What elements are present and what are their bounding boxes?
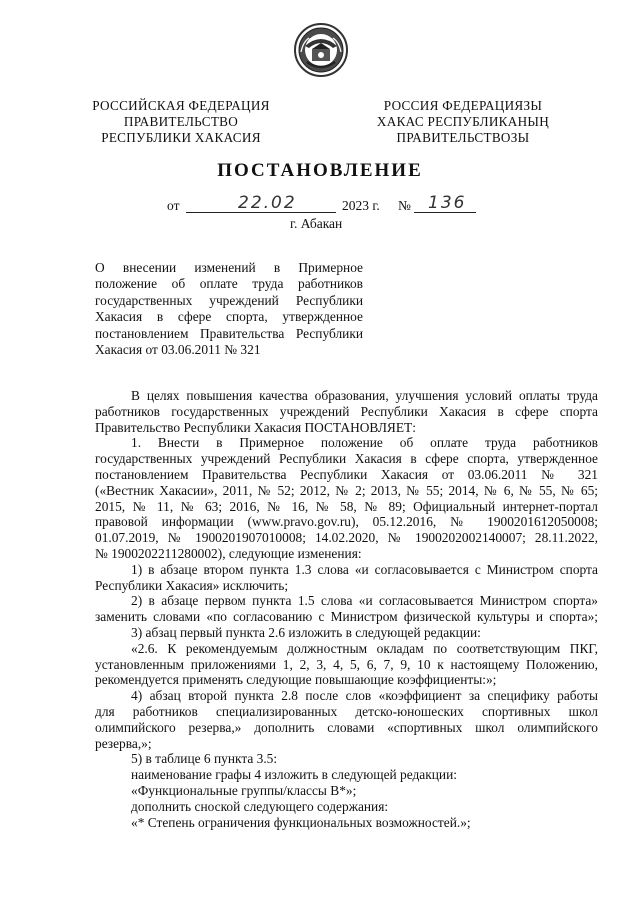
issuer-line: ХАКАС РЕСПУБЛИКАНЫҢ — [376, 114, 550, 129]
subject-line: положение об оплате труда работников — [95, 276, 363, 292]
coat-of-arms-icon — [293, 22, 349, 78]
body-line: «2.6. К рекомендуемым должностным окладам по соответствующим ПКГ, — [131, 640, 598, 656]
body-line: («Вестник Хакасии», 2011, № 52; 2012, № 2; 2013, № 55; 2014, № 6, № 55, № 65; — [95, 482, 598, 498]
body-line: работников государственных учреждений Республики Хакасия в сфере спорта — [95, 403, 598, 419]
body-line: установленным приложениями 1, 2, 3, 4, 5, 6, 7, 9, 10 к настоящему Положению, — [95, 656, 598, 672]
body-line: 2015, № 11, № 63; 2016, № 16, № 58, № 89; Официальный интернет-портал — [95, 498, 598, 514]
body-line: рекомендуется применять следующие повышающие коэффициенты:»; — [95, 672, 497, 688]
date-year: 2023 г. — [342, 198, 380, 213]
document-body — [95, 388, 598, 830]
subject-line: постановлением Правительства Республики — [95, 325, 363, 341]
body-line: В целях повышения качества образования, улучшения условий оплаты труда — [131, 388, 598, 403]
issuer-russian — [88, 98, 274, 146]
body-line: правовой информации (www.pravo.gov.ru), 05.12.2016, № 1900201612050008; — [95, 514, 598, 530]
body-line: «Функциональные группы/классы В*»; — [131, 782, 357, 798]
subject-line: государственных учреждений Республики — [95, 292, 363, 308]
body-line: 2) в абзаце первом пункта 1.5 слова «и согласовывается Министром спорта» — [131, 593, 598, 609]
body-line: олимпийского резерва,» дополнить словами «спортивных школ олимпийского — [95, 719, 598, 735]
issuer-line: РОССИЯ ФЕДЕРАЦИЯЗЫ — [383, 98, 543, 113]
body-line: № 1900202211280002), следующие изменения: — [95, 545, 362, 561]
issuer-khakas — [366, 98, 560, 146]
body-line: Республики Хакасия» исключить; — [95, 577, 289, 593]
body-line: дополнить сноской следующего содержания: — [131, 798, 389, 814]
number-label: № — [398, 198, 411, 213]
issuer-line: ПРАВИТЕЛЬСТВО — [123, 114, 239, 129]
body-line: 3) абзац первый пункта 2.6 изложить в следующей редакции: — [131, 624, 481, 640]
issuer-line: РЕСПУБЛИКИ ХАКАСИЯ — [101, 130, 261, 145]
body-line: 1) в абзаце втором пункта 1.3 слова «и согласовывается с Министром спорта — [131, 561, 598, 577]
subject-block — [95, 260, 363, 358]
subject-line: Хакасия в сфере спорта, утвержденное — [95, 309, 363, 325]
body-line: 1. Внести в Примерное положение об оплате труда работников — [131, 435, 598, 451]
body-line: заменить словами «по согласованию с Министром физической культуры и спорта»; — [95, 609, 598, 625]
body-line: для работников специализированных детско-юношеских спортивных школ — [95, 703, 598, 719]
subject-line: О внесении изменений в Примерное — [95, 260, 363, 275]
body-line: наименование графы 4 изложить в следующей редакции: — [131, 767, 457, 783]
body-line: 5) в таблице 6 пункта 3.5: — [131, 751, 278, 767]
body-line: 01.07.2019, № 1900201907010008; 14.02.2020, № 1900202002140007; 28.11.2022, — [95, 530, 598, 546]
handwritten-date: 22.02 — [238, 193, 297, 213]
issuer-line: РОССИЙСКАЯ ФЕДЕРАЦИЯ — [92, 98, 270, 113]
document-title: ПОСТАНОВЛЕНИЕ — [217, 160, 423, 181]
date-prefix: от — [167, 198, 180, 213]
body-line: резерва,»; — [95, 735, 152, 751]
body-line: «* Степень ограничения функциональных возможностей.»; — [131, 814, 471, 830]
body-line: 4) абзац второй пункта 2.8 после слов «коэффициент за специфику работы — [131, 688, 598, 704]
subject-line: Хакасия от 03.06.2011 № 321 — [95, 342, 261, 358]
body-line: Правительство Республики Хакасия ПОСТАНОВЛЯЕТ: — [95, 419, 416, 435]
issuer-line: ПРАВИТЕЛЬСТВОЗЫ — [396, 130, 530, 145]
date-line — [0, 193, 640, 218]
city: г. Абакан — [290, 216, 343, 231]
body-line: государственных учреждений Республики Хакасия в сфере спорта, утвержденное — [95, 451, 598, 467]
handwritten-number: 136 — [428, 193, 467, 213]
body-line: постановлением Правительства Республики Хакасия от 03.06.2011 № 321 — [95, 466, 598, 482]
